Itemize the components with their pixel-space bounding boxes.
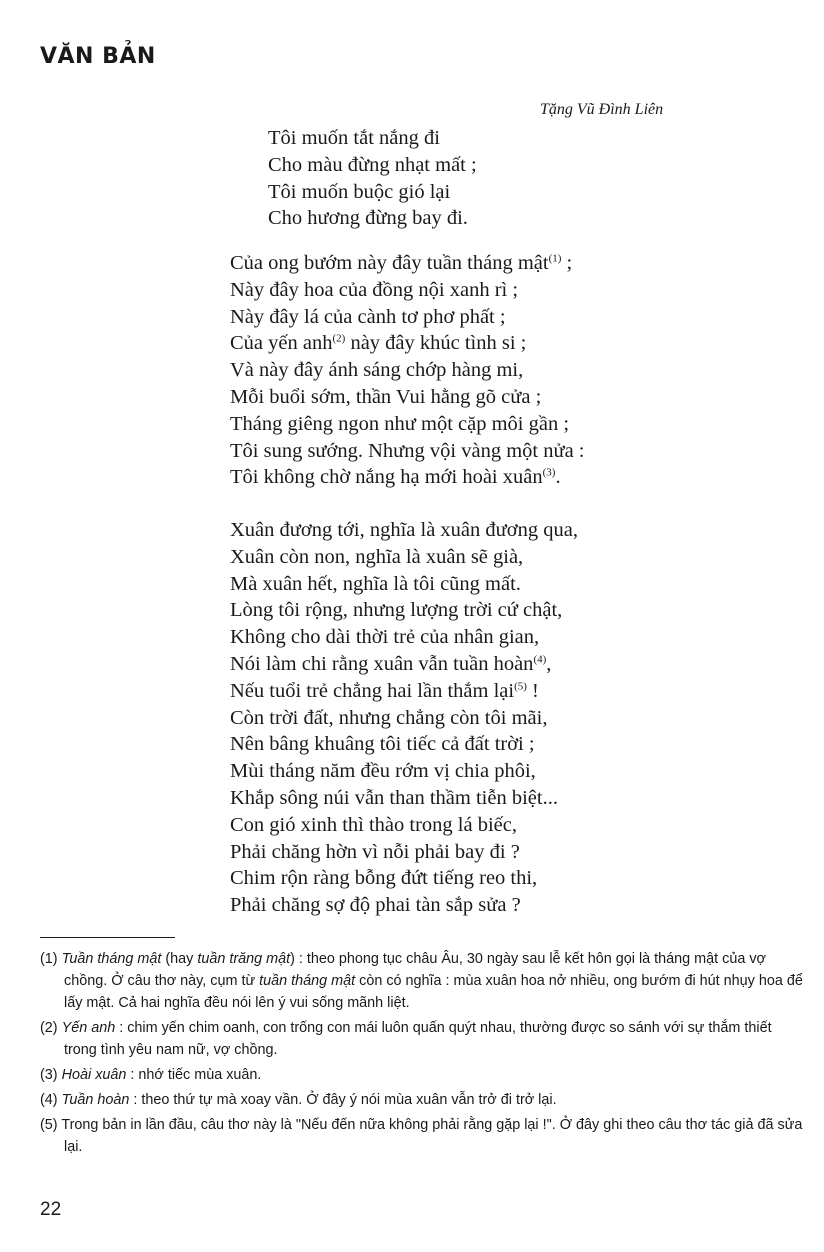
footnote-ref: (3): [542, 466, 556, 479]
poem-line: [230, 330, 585, 357]
poem-line: [230, 597, 578, 624]
poem-line: [230, 411, 585, 438]
poem-line-text: Tôi sung sướng. Nhưng vội vàng một nửa :: [230, 439, 585, 462]
poem-line: [268, 125, 477, 152]
poem-line-text: Phải chăng sợ độ phai tàn sắp sửa ?: [230, 894, 521, 917]
poem-line: [230, 304, 585, 331]
poem-line: [230, 731, 578, 758]
footnote-term: Hoài xuân: [61, 1067, 127, 1083]
poem-line-text: Của yến anh: [230, 332, 333, 355]
footnote-ref: (2): [332, 332, 346, 345]
footnote-item: [40, 1089, 808, 1111]
footnote-number: (5): [40, 1117, 62, 1133]
poem-line-text: Chim rộn ràng bỗng đứt tiếng reo thi,: [230, 867, 538, 890]
poem-line: [230, 624, 578, 651]
footnote-text: ) : theo phong tục châu Âu, 30 ngày sau lễ kết hôn gọi là tháng mật của vợ chồng. Ở câu thơ này, cụm từ: [64, 951, 766, 989]
footnote-number: (1): [40, 951, 62, 967]
poem-line-text: Khắp sông núi vẫn than thầm tiễn biệt...: [230, 786, 558, 809]
poem-line-text: Mùi tháng năm đều rớm vị chia phôi,: [230, 760, 536, 783]
footnote-text: Trong bản in lần đầu, câu thơ này là "Nếu đến nữa không phải rằng gặp lại !". Ở đây ghi theo câu thơ tác giả đã sửa lại.: [61, 1117, 803, 1155]
footnote-term: Tuần tháng mật: [61, 951, 162, 967]
section-heading: VĂN BẢN: [40, 44, 156, 69]
footnote-term: tuần tháng mật: [259, 973, 356, 989]
footnote-divider: [40, 937, 175, 938]
poem-line-text: Mỗi buổi sớm, thần Vui hằng gõ cửa ;: [230, 385, 542, 408]
poem-line-text: Và này đây ánh sáng chớp hàng mi,: [230, 359, 524, 382]
footnote-ref: (4): [533, 653, 547, 666]
footnote-item: [40, 1017, 808, 1061]
footnote-item: [40, 948, 808, 1014]
footnote-term: Yến anh: [61, 1020, 116, 1036]
footnote-text: : theo thứ tự mà xoay vần. Ở đây ý nói mùa xuân vẫn trở đi trở lại.: [129, 1092, 557, 1108]
footnote-number: (4): [40, 1092, 62, 1108]
footnote-term: Tuần hoàn: [61, 1092, 130, 1108]
poem-stanza-1: [268, 125, 477, 232]
poem-line-text: Phải chăng hờn vì nỗi phải bay đi ?: [230, 840, 520, 863]
dedication: Tặng Vũ Đình Liên: [540, 101, 664, 118]
poem-line-punct: .: [555, 466, 561, 489]
poem-line-text: Tôi không chờ nắng hạ mới hoài xuân: [230, 466, 543, 489]
poem-stanza-2: [230, 250, 585, 491]
poem-line: [230, 705, 578, 732]
poem-line-text: Lòng tôi rộng, nhưng lượng trời cứ chật,: [230, 599, 563, 622]
poem-line: [230, 517, 578, 544]
poem-line: [268, 179, 477, 206]
footnote-item: [40, 1064, 808, 1086]
poem-line-punct: !: [526, 679, 539, 702]
poem-line-text: Này đây hoa của đồng nội xanh rì ;: [230, 278, 519, 301]
footnote-text: còn có nghĩa : mùa xuân hoa nở nhiều, ong bướm đi hút nhụy hoa để lấy mật. Cả hai nghĩa đều nói lên ý vui sống mãnh liệt.: [64, 973, 803, 1011]
footnote-number: (2): [40, 1020, 62, 1036]
poem-line: [230, 277, 585, 304]
footnote-text: : nhớ tiếc mùa xuân.: [126, 1067, 262, 1083]
poem-line-text: Tôi muốn tắt nắng đi: [268, 127, 440, 149]
poem-line: [230, 839, 578, 866]
poem-line-text: Còn trời đất, nhưng chẳng còn tôi mãi,: [230, 706, 548, 729]
poem-line-punct: này đây khúc tình si ;: [345, 332, 527, 355]
poem-line: [230, 678, 578, 705]
poem-line: [230, 758, 578, 785]
poem-line-text: Của ong bướm này đây tuần tháng mật: [230, 252, 549, 274]
poem-line-text: Con gió xinh thì thào trong lá biếc,: [230, 813, 517, 836]
footnote-ref: (1): [548, 252, 562, 265]
poem-line-punct: ;: [561, 252, 573, 274]
footnote-item: [40, 1114, 808, 1158]
footnote-text: : chim yến chim oanh, con trống con mái luôn quấn quýt nhau, thường được so sánh với sự thắm thiết trong tình yêu nam nữ, vợ chồng.: [64, 1020, 772, 1058]
poem-line-text: Cho hương đừng bay đi.: [268, 207, 468, 230]
poem-line-text: Xuân đương tới, nghĩa là xuân đương qua,: [230, 519, 578, 541]
poem-line-text: Này đây lá của cành tơ phơ phất ;: [230, 305, 506, 328]
poem-line: [230, 357, 585, 384]
poem-line: [268, 205, 477, 232]
poem-line: [230, 651, 578, 678]
poem-line: [230, 544, 578, 571]
footnote-text: (hay: [161, 951, 198, 967]
poem-line-punct: ,: [546, 652, 552, 675]
poem-line: [230, 865, 578, 892]
poem-line: [230, 384, 585, 411]
poem-line: [230, 464, 585, 491]
poem-line-text: Cho màu đừng nhạt mất ;: [268, 153, 477, 176]
poem-line: [230, 438, 585, 465]
poem-line-text: Không cho dài thời trẻ của nhân gian,: [230, 626, 540, 649]
poem-line-text: Nên bâng khuâng tôi tiếc cả đất trời ;: [230, 733, 535, 756]
footnotes: [40, 948, 808, 1161]
poem-line: [230, 785, 578, 812]
footnote-number: (3): [40, 1067, 62, 1083]
poem-line: [230, 571, 578, 598]
poem-line: [230, 892, 578, 919]
poem-line-text: Tháng giêng ngon như một cặp môi gần ;: [230, 412, 570, 435]
poem-line-text: Tôi muốn buộc gió lại: [268, 180, 451, 203]
poem-stanza-3: [230, 517, 578, 919]
poem-line-text: Nếu tuổi trẻ chẳng hai lần thắm lại: [230, 679, 515, 702]
poem-line-text: Mà xuân hết, nghĩa là tôi cũng mất.: [230, 572, 521, 595]
poem-line: [230, 250, 585, 277]
poem-line: [268, 152, 477, 179]
poem-line-text: Nói làm chi rằng xuân vẫn tuần hoàn: [230, 652, 534, 675]
poem-line-text: Xuân còn non, nghĩa là xuân sẽ già,: [230, 545, 524, 568]
page-number: 22: [40, 1199, 62, 1220]
poem-line: [230, 812, 578, 839]
footnote-ref: (5): [514, 680, 527, 693]
footnote-term: tuần trăng mật: [197, 951, 291, 967]
